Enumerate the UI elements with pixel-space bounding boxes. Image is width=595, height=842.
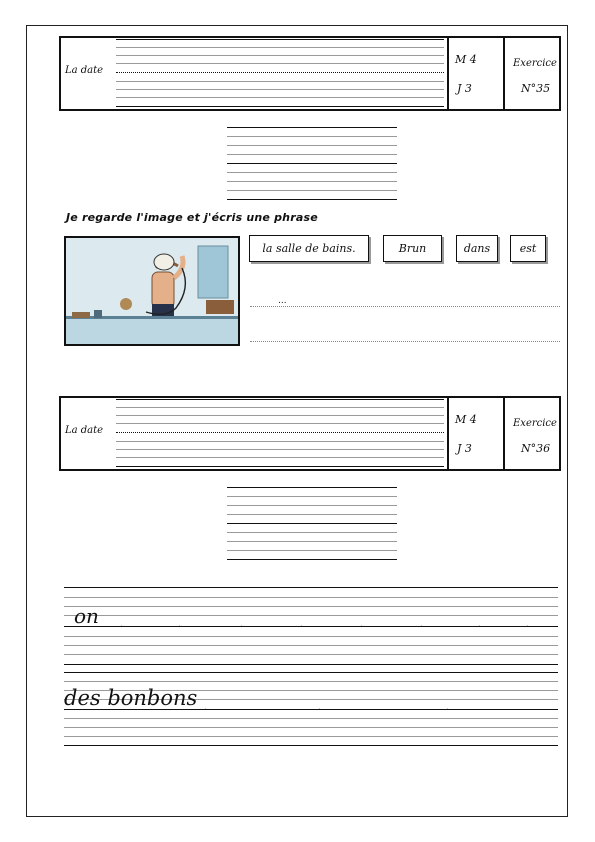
exercise-label: Exercice <box>513 58 557 69</box>
week-day-cell <box>447 398 505 469</box>
word-card-la-salle-de-bains[interactable]: la salle de bains. <box>249 235 369 262</box>
model-word-des-bonbons: des bonbons <box>64 686 198 710</box>
instruction-text: Je regarde l'image et j'écris une phrase <box>66 211 318 224</box>
model-word-on: on <box>74 604 99 628</box>
day-label: J 3 <box>457 82 472 95</box>
exercise-number: N°35 <box>521 82 551 95</box>
bathroom-illustration-art <box>66 238 240 346</box>
exercise-header-36 <box>59 396 561 471</box>
date-label: La date <box>65 425 104 436</box>
date-label: La date <box>65 65 104 76</box>
week-label: M 4 <box>455 53 477 66</box>
week-label: M 4 <box>455 413 477 426</box>
day-label: J 3 <box>457 442 472 455</box>
answer-line-1[interactable] <box>250 306 560 307</box>
word-card-est[interactable]: est <box>510 235 546 262</box>
exercise-number-cell <box>503 398 559 469</box>
bathroom-illustration <box>64 236 240 346</box>
answer-start-mark: ... <box>278 296 287 306</box>
exercise-header-35 <box>59 36 561 111</box>
answer-line-2[interactable] <box>250 341 560 342</box>
exercise-number: N°36 <box>521 442 551 455</box>
exercise-number-cell <box>503 38 559 109</box>
word-card-dans[interactable]: dans <box>456 235 498 262</box>
exercise-label: Exercice <box>513 418 557 429</box>
week-day-cell <box>447 38 505 109</box>
word-card-brun[interactable]: Brun <box>383 235 442 262</box>
